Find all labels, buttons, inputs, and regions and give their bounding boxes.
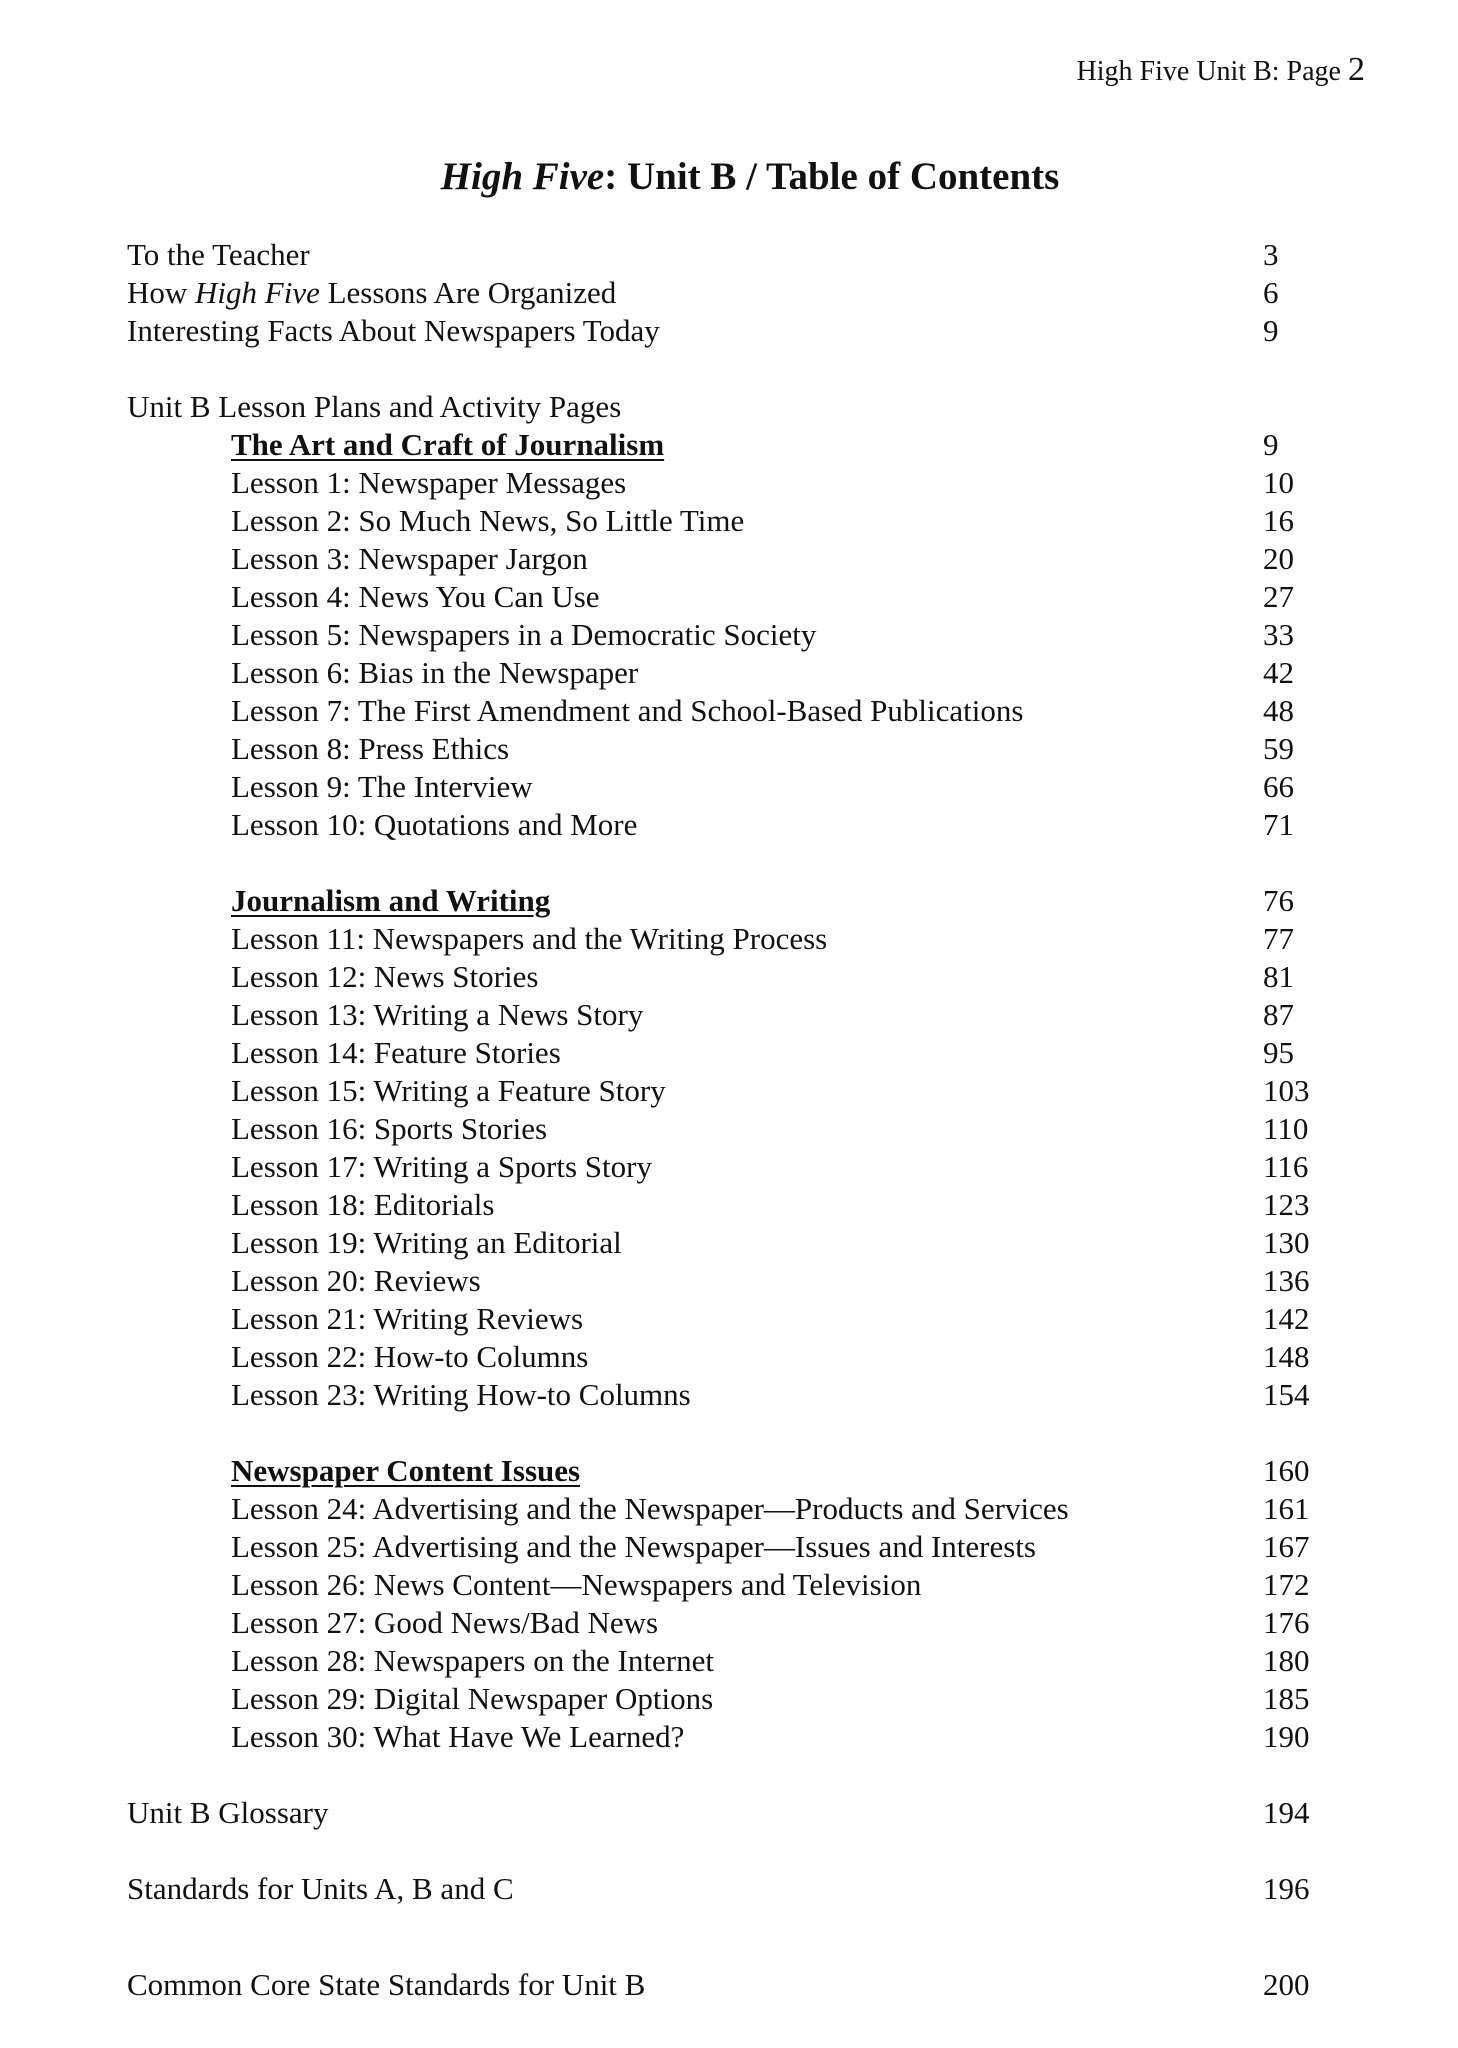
page-number: 2 <box>1348 51 1365 88</box>
lesson-page: 136 <box>1263 1263 1310 1298</box>
section-heading <box>127 1452 1327 1490</box>
lesson-title: Lesson 26: News Content—Newspapers and Television <box>231 1567 922 1602</box>
lesson-page: 130 <box>1263 1225 1310 1260</box>
section-heading-title: The Art and Craft of Journalism <box>231 427 665 462</box>
lesson-title: Lesson 17: Writing a Sports Story <box>231 1149 652 1184</box>
lesson-page: 42 <box>1263 655 1294 690</box>
toc-entry-title: To the Teacher <box>127 237 310 272</box>
toc-entry <box>127 1966 1327 2004</box>
lesson-title: Lesson 7: The First Amendment and School-Based Publications <box>231 693 1024 728</box>
lesson-page: 176 <box>1263 1605 1310 1640</box>
title-before: How <box>127 275 196 310</box>
spacer <box>127 1756 1327 1794</box>
lesson-title: Lesson 30: What Have We Learned? <box>231 1719 685 1754</box>
lesson-page: 103 <box>1263 1073 1310 1108</box>
lesson-entry <box>127 464 1327 502</box>
section-heading-title: Journalism and Writing <box>231 883 551 918</box>
lesson-entry <box>127 1376 1327 1414</box>
lesson-entry <box>127 616 1327 654</box>
lesson-entry <box>127 540 1327 578</box>
lesson-page: 110 <box>1263 1111 1309 1146</box>
lesson-title: Lesson 10: Quotations and More <box>231 807 638 842</box>
lesson-page: 66 <box>1263 769 1294 804</box>
lesson-title: Lesson 18: Editorials <box>231 1187 495 1222</box>
toc-entry <box>127 274 1327 312</box>
lesson-page: 77 <box>1263 921 1294 956</box>
lesson-title: Lesson 20: Reviews <box>231 1263 481 1298</box>
lesson-title: Lesson 16: Sports Stories <box>231 1111 548 1146</box>
lesson-entry <box>127 692 1327 730</box>
lesson-title: Lesson 29: Digital Newspaper Options <box>231 1681 714 1716</box>
lesson-entry <box>127 1528 1327 1566</box>
lesson-title: Lesson 25: Advertising and the Newspaper—Issues and Interests <box>231 1529 1036 1564</box>
lesson-entry <box>127 1680 1327 1718</box>
lesson-page: 190 <box>1263 1719 1310 1754</box>
lesson-entry <box>127 920 1327 958</box>
section-heading-page: 160 <box>1263 1453 1310 1488</box>
lesson-page: 10 <box>1263 465 1294 500</box>
lesson-title: Lesson 5: Newspapers in a Democratic Society <box>231 617 817 652</box>
title-after: Lessons Are Organized <box>319 275 617 310</box>
lesson-entry <box>127 1110 1327 1148</box>
lesson-title: Lesson 22: How-to Columns <box>231 1339 589 1374</box>
lesson-entry <box>127 996 1327 1034</box>
lesson-page: 87 <box>1263 997 1294 1032</box>
title-rest: : Unit B / Table of Contents <box>604 155 1060 198</box>
toc-entry <box>127 1870 1327 1908</box>
lesson-title: Lesson 8: Press Ethics <box>231 731 510 766</box>
lesson-entry <box>127 1604 1327 1642</box>
lesson-page: 71 <box>1263 807 1294 842</box>
lesson-page: 180 <box>1263 1643 1310 1678</box>
lesson-title: Lesson 13: Writing a News Story <box>231 997 644 1032</box>
toc-entry-page: 194 <box>1263 1795 1310 1830</box>
lesson-title: Lesson 11: Newspapers and the Writing Process <box>231 921 828 956</box>
lesson-title: Lesson 9: The Interview <box>231 769 533 804</box>
lesson-page: 81 <box>1263 959 1294 994</box>
lesson-title: Lesson 1: Newspaper Messages <box>231 465 627 500</box>
unit-heading <box>127 388 1327 426</box>
spacer <box>127 1908 1327 1966</box>
toc-entry <box>127 1794 1327 1832</box>
toc-entry-page: 3 <box>1263 237 1279 272</box>
lesson-title: Lesson 6: Bias in the Newspaper <box>231 655 639 690</box>
section-heading-page: 9 <box>1263 427 1279 462</box>
toc-entry-page: 6 <box>1263 275 1279 310</box>
lesson-page: 161 <box>1263 1491 1310 1526</box>
lesson-page: 95 <box>1263 1035 1294 1070</box>
toc-entry-title: Common Core State Standards for Unit B <box>127 1967 646 2002</box>
lesson-title: Lesson 2: So Much News, So Little Time <box>231 503 745 538</box>
lesson-title: Lesson 14: Feature Stories <box>231 1035 561 1070</box>
lesson-title: Lesson 19: Writing an Editorial <box>231 1225 622 1260</box>
lesson-entry <box>127 1186 1327 1224</box>
lesson-entry <box>127 1148 1327 1186</box>
section-heading <box>127 882 1327 920</box>
lesson-page: 16 <box>1263 503 1294 538</box>
toc-entry-title: Standards for Units A, B and C <box>127 1871 514 1906</box>
unit-heading-text: Unit B Lesson Plans and Activity Pages <box>127 389 622 424</box>
lesson-entry <box>127 1338 1327 1376</box>
lesson-page: 148 <box>1263 1339 1310 1374</box>
lesson-entry <box>127 1490 1327 1528</box>
table-of-contents <box>127 236 1327 2004</box>
toc-entry-page: 9 <box>1263 313 1279 348</box>
toc-entry-title: Unit B Glossary <box>127 1795 329 1830</box>
lesson-title: Lesson 21: Writing Reviews <box>231 1301 584 1336</box>
lesson-page: 172 <box>1263 1567 1310 1602</box>
lesson-entry <box>127 1072 1327 1110</box>
toc-entry-title <box>127 274 616 312</box>
lesson-entry <box>127 654 1327 692</box>
toc-entry <box>127 236 1327 274</box>
lesson-page: 59 <box>1263 731 1294 766</box>
spacer <box>127 844 1327 882</box>
running-head-text: High Five Unit B: Page <box>1076 56 1341 87</box>
spacer <box>127 350 1327 388</box>
lesson-entry <box>127 502 1327 540</box>
title-italic: High Five <box>195 275 320 310</box>
lesson-entry <box>127 1718 1327 1756</box>
lesson-page: 20 <box>1263 541 1294 576</box>
lesson-page: 27 <box>1263 579 1294 614</box>
lesson-entry <box>127 806 1327 844</box>
lesson-title: Lesson 4: News You Can Use <box>231 579 600 614</box>
lesson-entry <box>127 768 1327 806</box>
spacer <box>127 1414 1327 1452</box>
lesson-entry <box>127 1642 1327 1680</box>
lesson-entry <box>127 578 1327 616</box>
lesson-title: Lesson 12: News Stories <box>231 959 539 994</box>
lesson-title: Lesson 24: Advertising and the Newspaper—Products and Services <box>231 1491 1069 1526</box>
toc-entry-page: 200 <box>1263 1967 1310 2002</box>
spacer <box>127 1832 1327 1870</box>
section-heading <box>127 426 1327 464</box>
lesson-page: 185 <box>1263 1681 1310 1716</box>
section-heading-page: 76 <box>1263 883 1294 918</box>
toc-entry <box>127 312 1327 350</box>
lesson-page: 33 <box>1263 617 1294 652</box>
lesson-page: 167 <box>1263 1529 1310 1564</box>
lesson-entry <box>127 1300 1327 1338</box>
lesson-entry <box>127 1224 1327 1262</box>
lesson-page: 116 <box>1263 1149 1309 1184</box>
lesson-entry <box>127 730 1327 768</box>
lesson-entry <box>127 1566 1327 1604</box>
lesson-title: Lesson 28: Newspapers on the Internet <box>231 1643 714 1678</box>
lesson-page: 154 <box>1263 1377 1310 1412</box>
lesson-title: Lesson 27: Good News/Bad News <box>231 1605 659 1640</box>
toc-entry-title: Interesting Facts About Newspapers Today <box>127 313 660 348</box>
lesson-entry <box>127 1262 1327 1300</box>
running-header <box>1077 50 1365 92</box>
toc-entry-page: 196 <box>1263 1871 1310 1906</box>
section-heading-title: Newspaper Content Issues <box>231 1453 581 1488</box>
title-italic-part: High Five <box>440 155 605 198</box>
page-title <box>0 152 1458 202</box>
lesson-page: 142 <box>1263 1301 1310 1336</box>
lesson-entry <box>127 958 1327 996</box>
lesson-title: Lesson 23: Writing How-to Columns <box>231 1377 691 1412</box>
lesson-title: Lesson 15: Writing a Feature Story <box>231 1073 666 1108</box>
lesson-entry <box>127 1034 1327 1072</box>
lesson-title: Lesson 3: Newspaper Jargon <box>231 541 588 576</box>
lesson-page: 123 <box>1263 1187 1310 1222</box>
lesson-page: 48 <box>1263 693 1294 728</box>
